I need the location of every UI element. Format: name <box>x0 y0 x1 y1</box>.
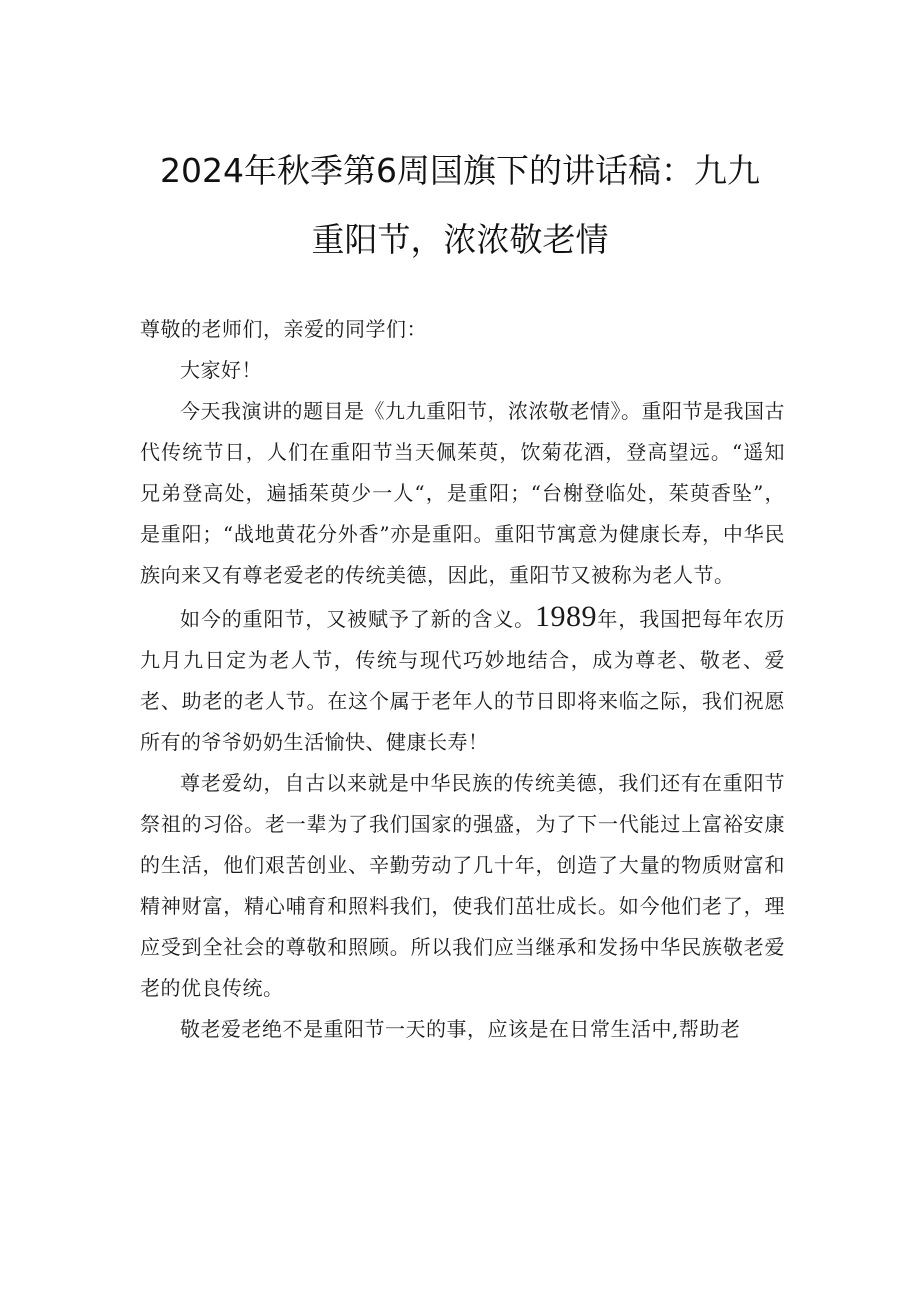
paragraph-2-rest: 年，我国把每年农历九月九日定为老人节，传统与现代巧妙地结合，成为尊老、敬老、爱老、助老的老人节。在这个属于老年人的节日即将来临之际，我们祝愿所有的爷爷奶奶生活愉快、健康长寿！ <box>140 607 786 754</box>
document-title-line-2: 重阳节，浓浓敬老情 <box>311 220 609 259</box>
document-title-line-1: 2024年秋季第6周国旗下的讲话稿：九九 <box>160 151 760 190</box>
greeting: 大家好！ <box>180 358 262 382</box>
paragraph-3: 尊老爱幼，自古以来就是中华民族的传统美德，我们还有在重阳节祭祖的习俗。老一辈为了我们国家的强盛，为了下一代能过上富裕安康的生活，他们艰苦创业、辛勤劳动了几十年，创造了大量的物质财富和精神财富，精心哺育和照料我们，使我们茁壮成长。如今他们老了，理应受到全社会的尊敬和照顾。所以我们应当继承和发扬中华民族敬老爱老的优良传统。 <box>140 771 785 1000</box>
paragraph-2-year: 1989 <box>535 600 598 633</box>
paragraph-4: 敬老爱老绝不是重阳节一天的事，应该是在日常生活中,帮助老 <box>180 1017 741 1041</box>
document-body <box>140 309 785 1050</box>
paragraph-2 <box>140 596 785 763</box>
paragraph-1: 今天我演讲的题目是《九九重阳节，浓浓敬老情》。重阳节是我国古代传统节日，人们在重阳节当天佩茱萸，饮菊花酒，登高望远。“遥知兄弟登高处，遍插茱萸少一人“，是重阳；“台榭登临处，茱萸香坠”，是重阳；“战地黄花分外香”亦是重阳。重阳节寓意为健康长寿，中华民族向来又有尊老爱老的传统美德，因此，重阳节又被称为老人节。 <box>140 399 785 587</box>
paragraph-2-start: 如今的重阳节，又被赋予了新的含义。 <box>180 607 536 631</box>
salutation: 尊敬的老师们，亲爱的同学们： <box>140 317 427 341</box>
